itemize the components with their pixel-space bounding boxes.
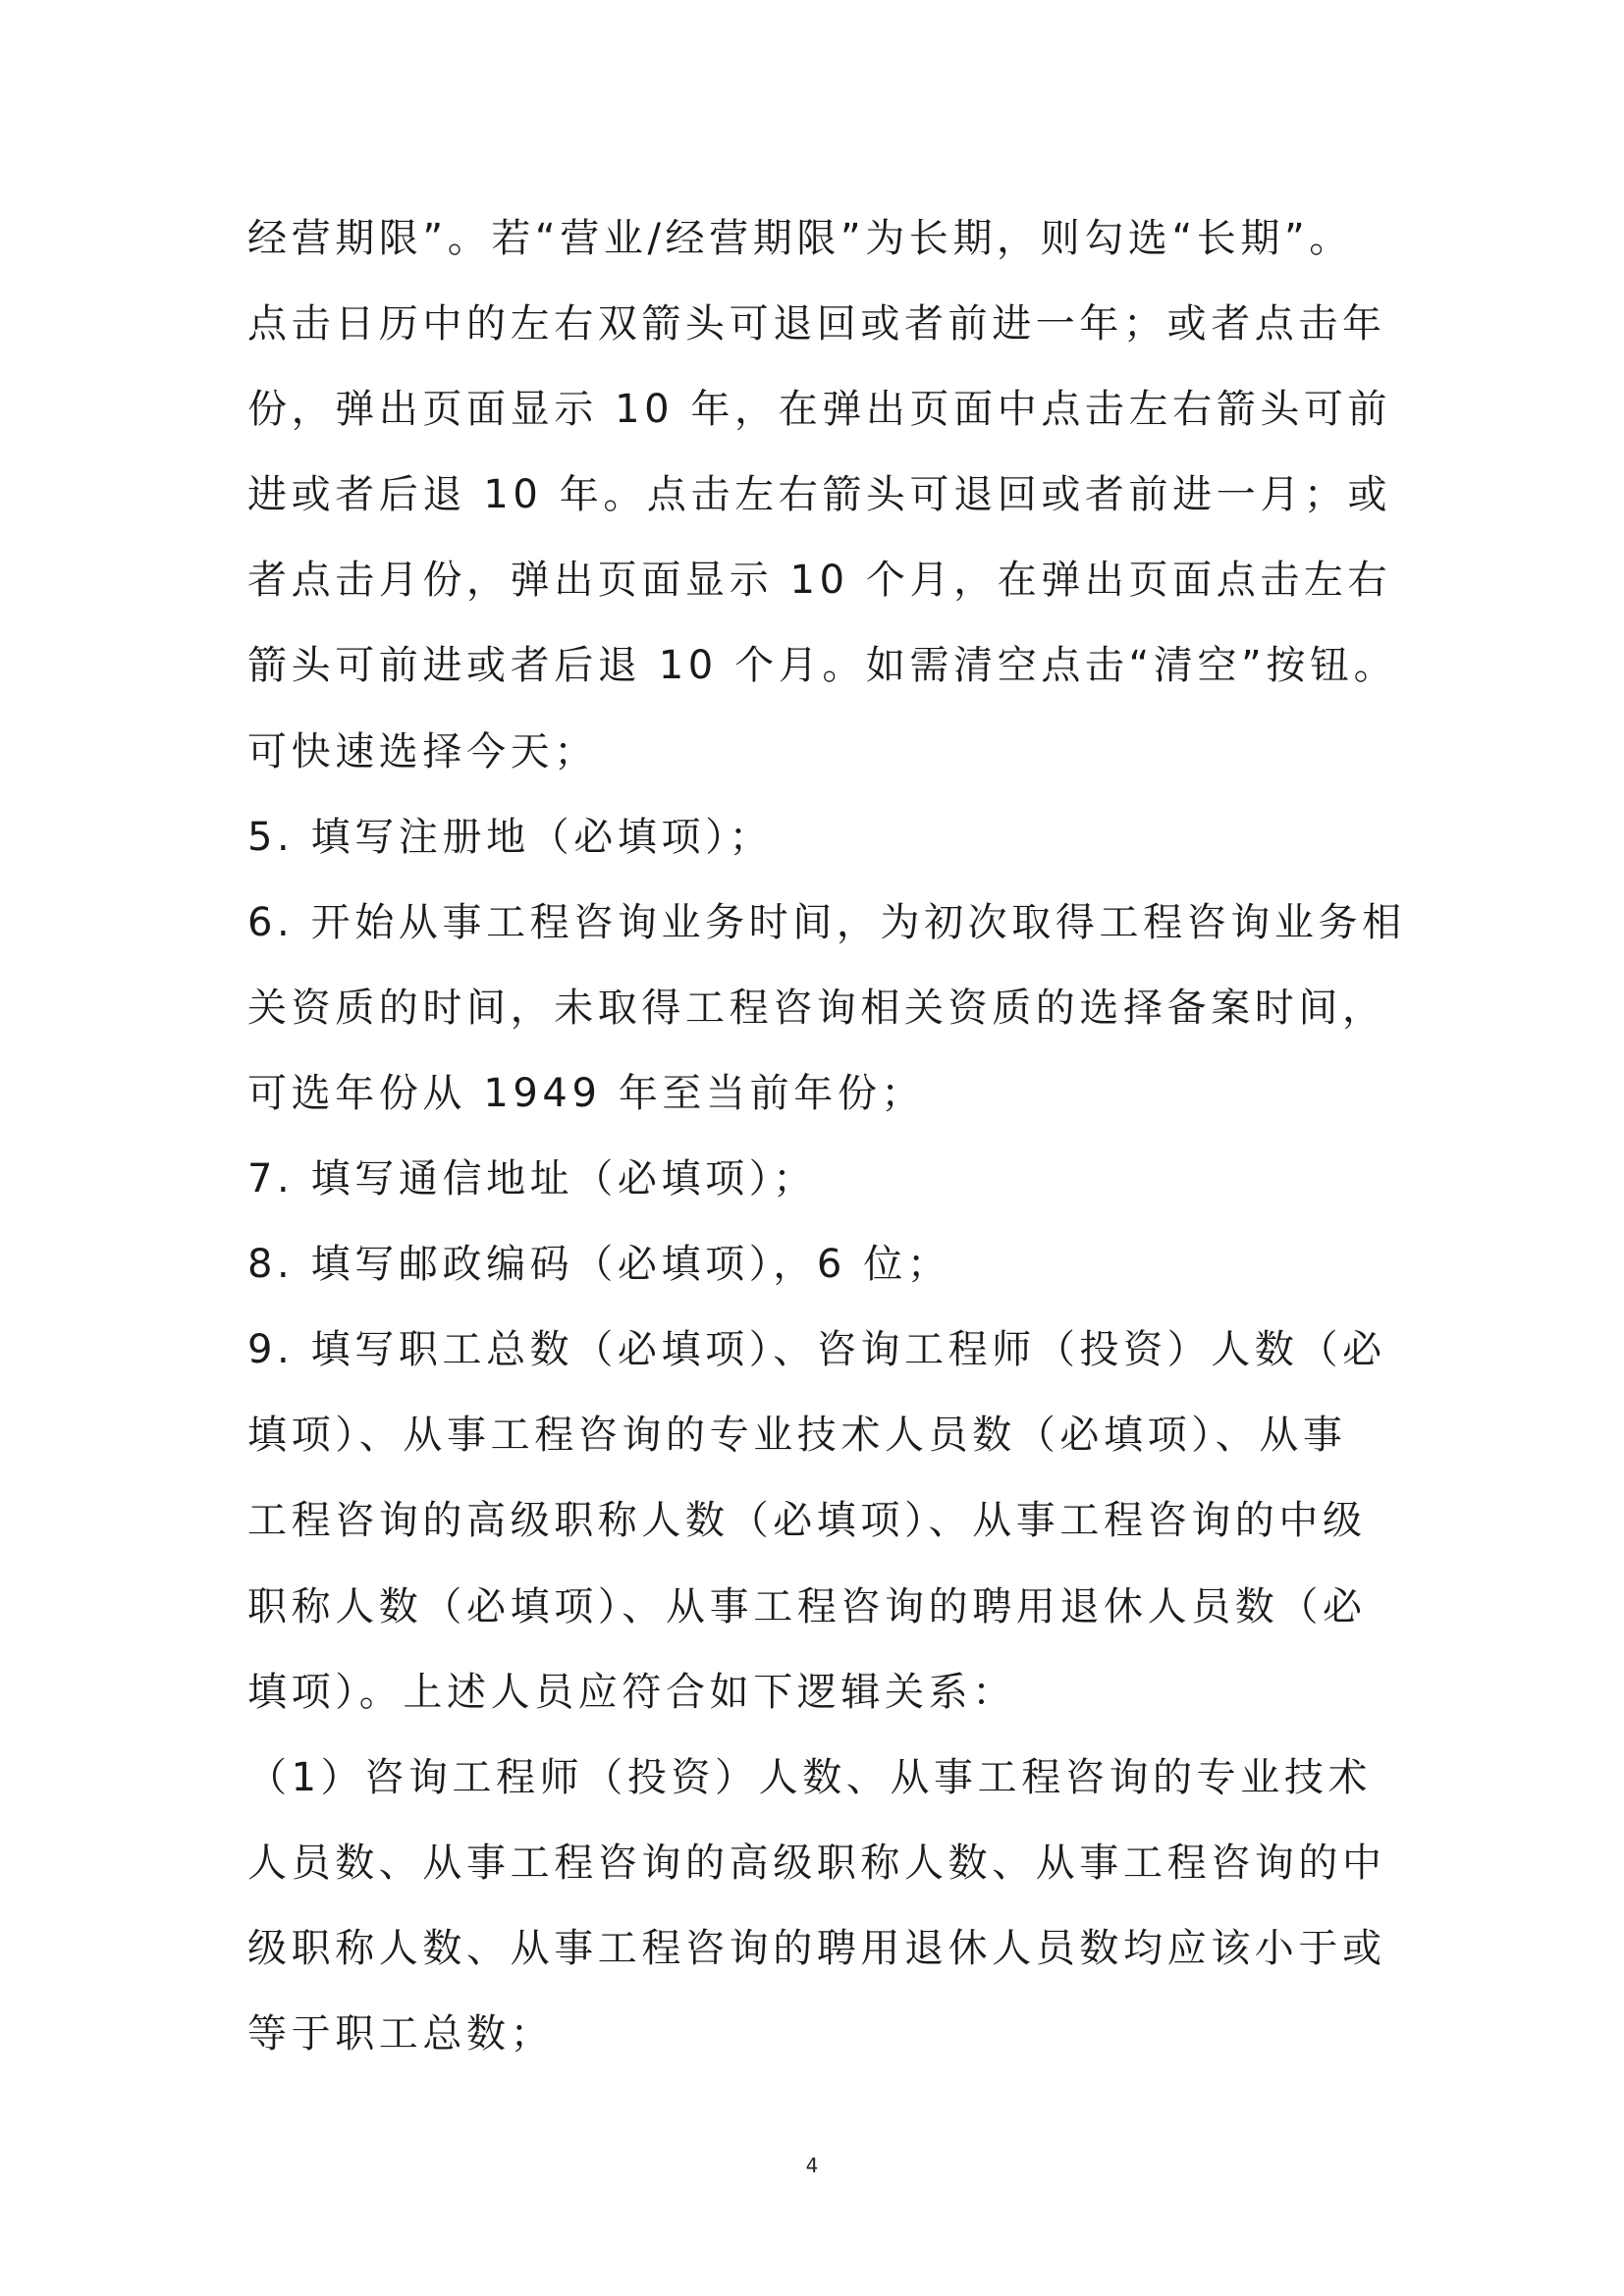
text-line: 职称人数（必填项）、从事工程咨询的聘用退休人员数（必 (247, 1583, 1367, 1629)
list-item-6: 6. 开始从事工程咨询业务时间，为初次取得工程咨询业务相 (247, 899, 1406, 945)
list-item-9: 9. 填写职工总数（必填项）、咨询工程师（投资）人数（必 (247, 1327, 1386, 1373)
text-line: 填项）。上述人员应符合如下逻辑关系： (247, 1669, 1016, 1715)
text-line: 份，弹出页面显示 10 年，在弹出页面中点击左右箭头可前 (247, 387, 1392, 433)
list-item-8: 8. 填写邮政编码（必填项），6 位； (247, 1242, 951, 1288)
sub-item-1: （1）咨询工程师（投资）人数、从事工程咨询的专业技术 (247, 1754, 1373, 1800)
text-line: 工程咨询的高级职称人数（必填项）、从事工程咨询的中级 (247, 1498, 1367, 1544)
text-line: 可快速选择今天； (247, 728, 598, 774)
text-line: 填项）、从事工程咨询的专业技术人员数（必填项）、从事 (247, 1413, 1347, 1459)
text-line: 级职称人数、从事工程咨询的聘用退休人员数均应该小于或 (247, 1925, 1386, 1971)
text-line: 关资质的时间，未取得工程咨询相关资质的选择备案时间， (247, 985, 1386, 1031)
text-line: 箭头可前进或者后退 10 个月。如需清空点击“清空”按钮。 (247, 643, 1398, 689)
text-line: 者点击月份，弹出页面显示 10 个月，在弹出页面点击左右 (247, 558, 1392, 604)
text-line: 进或者后退 10 年。点击左右箭头可退回或者前进一月；或 (247, 472, 1392, 518)
page-number: 4 (805, 2154, 819, 2177)
text-line: 可选年份从 1949 年至当前年份； (247, 1070, 926, 1116)
text-line: 等于职工总数； (247, 2010, 555, 2056)
list-item-7: 7. 填写通信地址（必填项）； (247, 1156, 817, 1202)
document-body (247, 196, 1406, 2077)
text-line: 人员数、从事工程咨询的高级职称人数、从事工程咨询的中 (247, 1840, 1386, 1886)
text-line: 经营期限”。若“营业/经营期限”为长期，则勾选“长期”。 (247, 216, 1353, 261)
list-item-5: 5. 填写注册地（必填项）； (247, 814, 774, 860)
text-line: 点击日历中的左右双箭头可退回或者前进一年；或者点击年 (247, 301, 1386, 347)
